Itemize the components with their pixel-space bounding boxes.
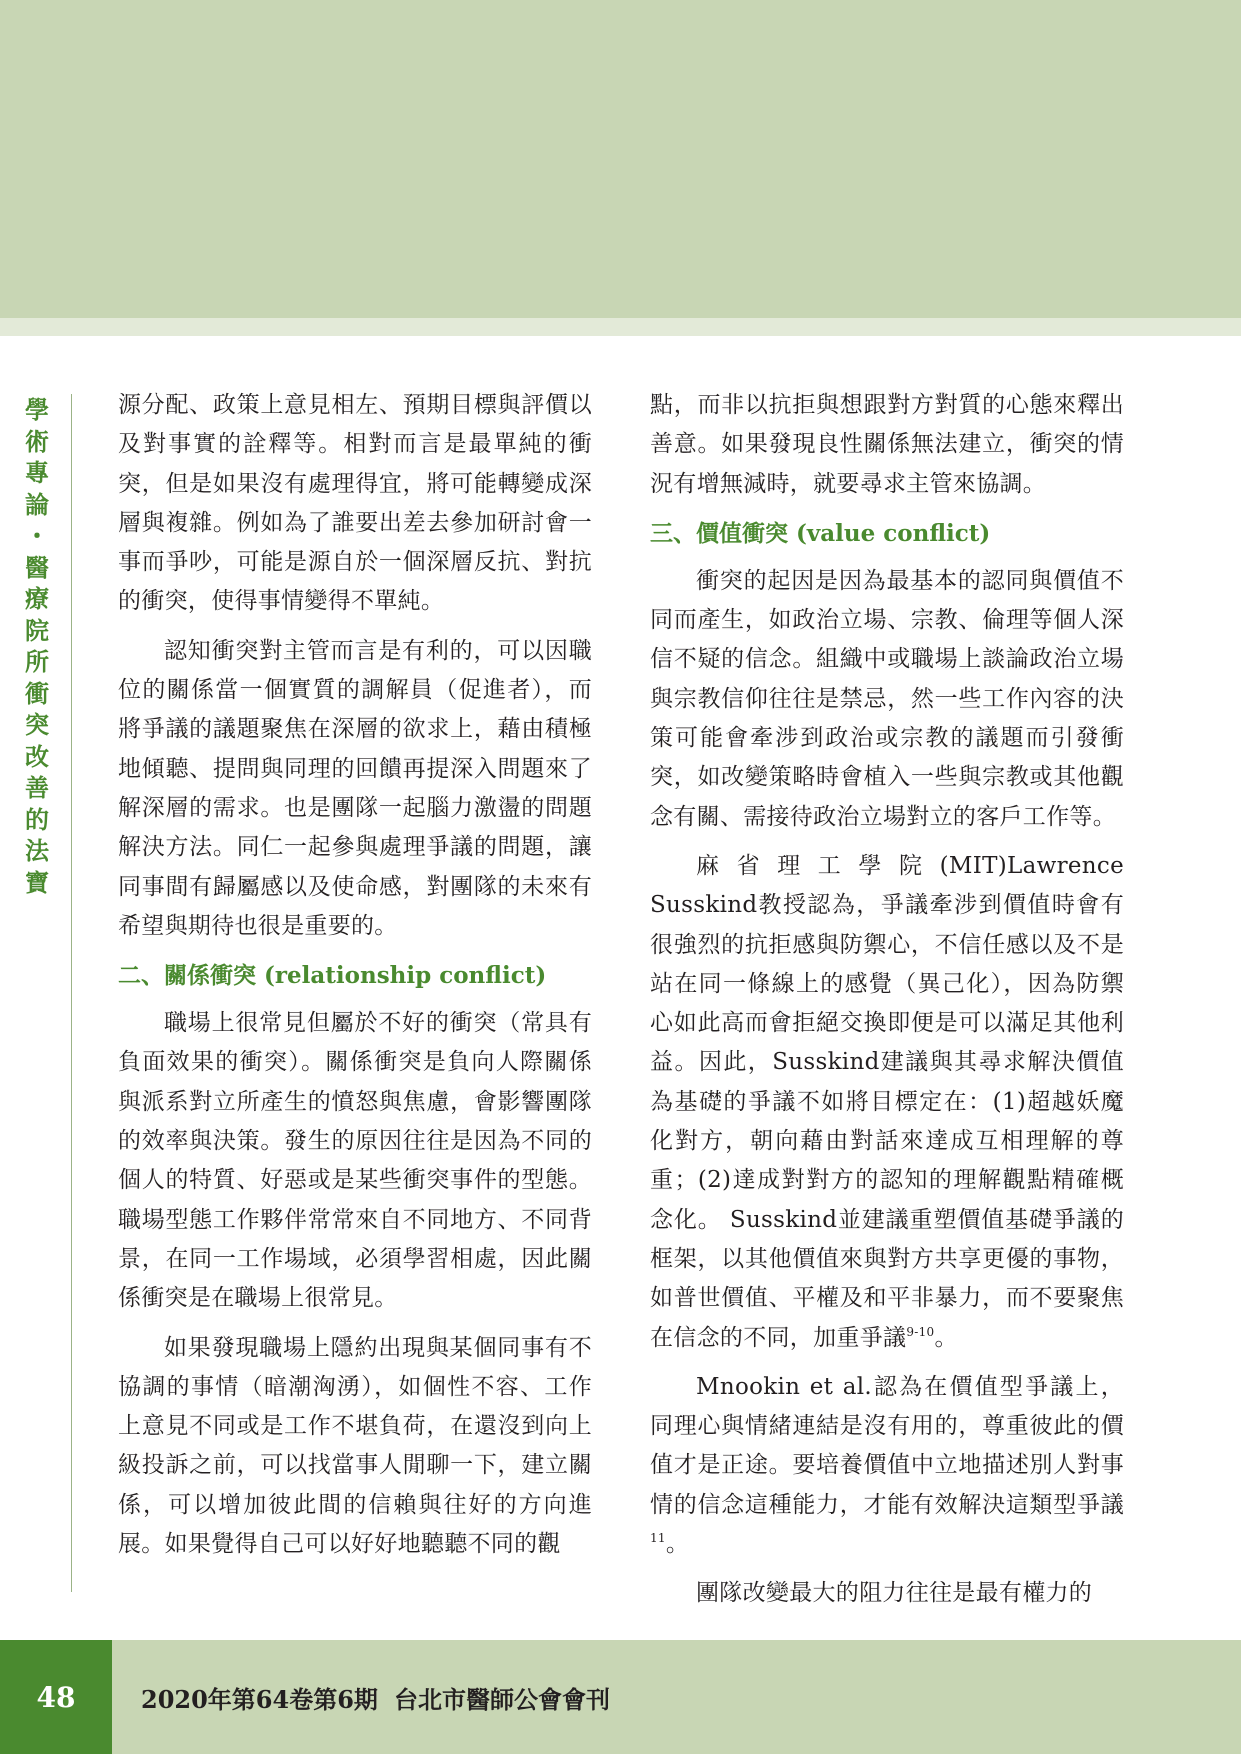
side-title-char: 院	[25, 615, 49, 645]
side-title-char: 善	[25, 773, 49, 802]
section-heading: 三、價值衝突 (value conflict)	[650, 519, 991, 547]
section-side-title	[22, 394, 52, 898]
citation-ref: 11	[650, 1531, 666, 1546]
paragraph: 職場上很常見但屬於不好的衝突（常具有負面效果的衝突）。關係衝突是負向人際關係與派系對立所產生的憤怒與焦慮，會影響團隊的效率與決策。發生的原因往往是因為不同的個人的特質、好惡或是某些衝突事件的型態。職場型態工作夥伴常常來自不同地方、不同背景，在同一工作場域，必須學習相處，因此關係衝突是在職場上很常見。	[118, 1010, 592, 1312]
paragraph: 團隊改變最大的阻力往往是最有權力的	[696, 1580, 1093, 1607]
page-number: 48	[0, 1640, 112, 1754]
header-band	[0, 0, 1241, 318]
paragraph	[650, 1368, 1124, 1564]
section-heading: 二、關係衝突 (relationship conflict)	[118, 962, 547, 990]
paragraph-end: 。	[665, 1531, 690, 1558]
side-title-char: 寶	[25, 867, 49, 897]
paragraph-end: 。	[934, 1324, 958, 1351]
side-title-char: 突	[25, 710, 49, 739]
side-title-char: 的	[25, 804, 49, 834]
paragraph: 衝突的起因是因為最基本的認同與價值不同而產生，如政治立場、宗教、倫理等個人深信不疑的信念。組織中或職場上談論政治立場與宗教信仰往往是禁忌，然一些工作內容的決策可能會牽涉到政治或宗教的議題而引發衝突，如改變策略時會植入一些與宗教或其他觀念有關、需接待政治立場對立的客戶工作等。	[650, 567, 1124, 830]
side-title-char: 所	[25, 647, 49, 676]
side-title-char: 醫	[25, 552, 49, 582]
side-title-char: ・	[25, 521, 49, 550]
side-title-char: 療	[25, 584, 49, 613]
page-footer	[0, 1640, 1241, 1754]
citation-ref: 9-10	[906, 1324, 935, 1339]
side-title-char: 論	[25, 489, 49, 519]
side-title-char: 法	[25, 836, 49, 865]
side-title-char: 專	[25, 458, 49, 487]
side-title-char: 改	[25, 741, 49, 771]
header-strip	[0, 318, 1241, 336]
paragraph: 如果發現職場上隱約出現與某個同事有不協調的事情（暗潮洶湧），如個性不容、工作上意見不同或是工作不堪負荷，在還沒到向上級投訴之前，可以找當事人閒聊一下，建立關係，可以增加彼此間的信賴與往好的方向進展。如果覺得自己可以好好地聽聽不同的觀	[118, 1334, 592, 1558]
paragraph-text: 麻省理工學院(MIT)Lawrence Susskind教授認為，爭議牽涉到價值時會有很強烈的抗拒感與防禦心，不信任感以及不是站在同一條線上的感覺（異己化），因為防禦心如此高而會拒絕交換即便是可以滿足其他利益。因此，Susskind建議與其尋求解決價值為基礎的爭議不如將目標定在：(1)超越妖魔化對方，朝向藉由對話來達成互相理解的尊重；(2)達成對對方的認知的理解觀點精確概念化。 Susskind並建議重塑價值基礎爭議的框架，以其他價值來與對方共享更優的事物，如普世價值、平權及和平非暴力，而不要聚焦在信念的不同，加重爭議	[650, 852, 1124, 1351]
side-divider	[71, 394, 72, 1592]
issue-label: 2020年第64卷第6期	[141, 1684, 378, 1714]
paragraph: 源分配、政策上意見相左、預期目標與評價以及對事實的詮釋等。相對而言是最單純的衝突，但是如果沒有處理得宜，將可能轉變成深層與複雜。例如為了誰要出差去參加研討會一事而爭吵，可能是源自於一個深層反抗、對抗的衝突，使得事情變得不單純。	[118, 392, 592, 615]
journal-name: 台北市醫師公會會刊	[394, 1684, 610, 1714]
left-column	[118, 386, 592, 1564]
right-column	[650, 386, 1124, 1614]
side-title-char: 術	[25, 426, 49, 456]
paragraph: 認知衝突對主管而言是有利的，可以因職位的關係當一個實質的調解員（促進者），而將爭議的議題聚焦在深層的欲求上，藉由積極地傾聽、提問與同理的回饋再提深入問題來了解深層的需求。也是團隊一起腦力激盪的問題解決方法。同仁一起參與處理爭議的問題，讓同事間有歸屬感以及使命感，對團隊的未來有希望與期待也很是重要的。	[118, 637, 592, 939]
paragraph	[650, 847, 1124, 1358]
side-title-char: 衝	[25, 678, 49, 708]
paragraph: 點，而非以抗拒與想跟對方對質的心態來釋出善意。如果發現良性關係無法建立，衝突的情況有增無減時，就要尋求主管來協調。	[650, 392, 1124, 497]
paragraph-text: Mnookin et al.認為在價值型爭議上，同理心與情緒連結是沒有用的，尊重彼此的價值才是正途。要培養價值中立地描述別人對事情的信念這種能力，才能有效解決這類型爭議	[650, 1373, 1124, 1518]
side-title-char: 學	[25, 395, 49, 424]
